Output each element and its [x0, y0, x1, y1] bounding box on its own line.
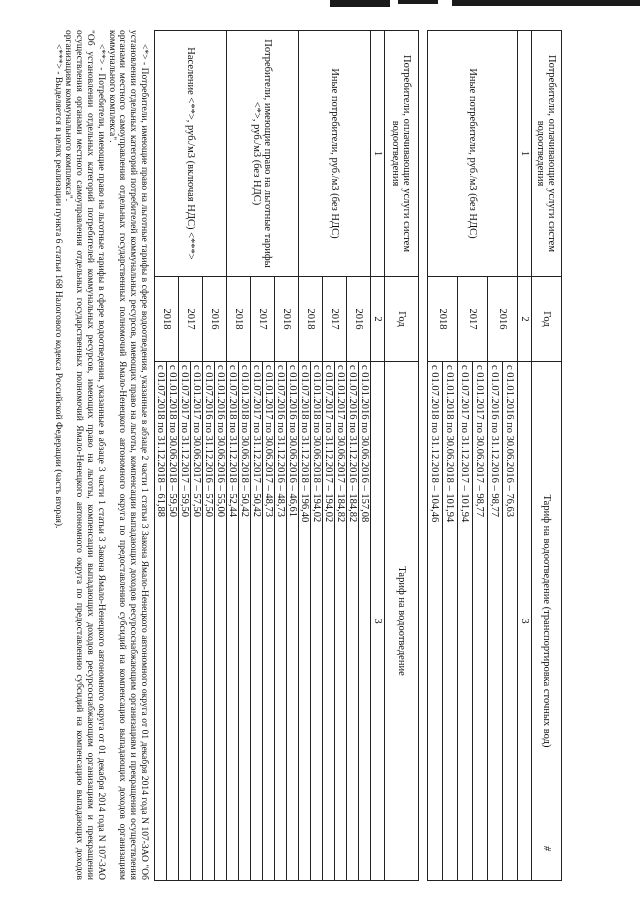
header-consumers: Потребители, оплачивающие услуги систем водоотведения: [532, 31, 562, 277]
tariff-period: с 01.01.2017 по 30.06.2017 – 48,73: [263, 362, 275, 881]
tariff-period: с 01.01.2018 по 30.06.2018 – 101,94: [443, 362, 458, 881]
tariff-period: с 01.01.2016 по 30.06.2016 – 55,00: [215, 362, 227, 881]
tariff-period: с 01.07.2018 по 31.12.2018 – 104,46: [428, 362, 443, 881]
column-number: 1: [518, 31, 532, 277]
header-year: Год: [532, 277, 562, 362]
footnote: <***> - Выделяется в целях реализации пункта 6 статьи 168 Налогового кодекса Российской Федерации (часть вторая).: [52, 44, 63, 529]
tariff-period: с 01.07.2016 по 31.12.2016 – 48,73: [275, 362, 287, 881]
year-cell: 2017: [179, 277, 203, 362]
header-consumers: Потребители, оплачивающие услуги систем водоотведения: [385, 31, 419, 277]
year-cell: 2018: [299, 277, 323, 362]
column-number: 3: [371, 362, 385, 881]
year-cell: 2018: [155, 277, 179, 362]
year-cell: 2018: [227, 277, 251, 362]
tariff-period: с 01.01.2018 по 30.06.2018 – 194,02: [311, 362, 323, 881]
tariff-period: с 01.07.2016 по 31.12.2016 – 57,50: [203, 362, 215, 881]
year-cell: 2017: [458, 277, 488, 362]
column-number: 1: [371, 31, 385, 277]
year-cell: 2017: [323, 277, 347, 362]
tariff-period: с 01.01.2016 по 30.06.2016 – 76,63: [503, 362, 518, 881]
footnotes: [52, 30, 149, 880]
year-cell: 2018: [428, 277, 458, 362]
year-cell: 2016: [203, 277, 227, 362]
tariff-period: с 01.07.2017 по 31.12.2017 – 50,42: [251, 362, 263, 881]
consumer-group-label: Иные потребители, руб./м3 (без НДС): [299, 31, 371, 277]
tariff-period: с 01.01.2016 по 30.06.2016 – 46,61: [287, 362, 299, 881]
year-cell: 2016: [275, 277, 299, 362]
year-cell: 2016: [347, 277, 371, 362]
tariff-period: с 01.07.2018 по 31.12.2018 – 196,40: [299, 362, 311, 881]
consumer-group-label: Иные потребители, руб./м3 (без НДС): [428, 31, 518, 277]
year-cell: 2016: [488, 277, 518, 362]
tariff-period: с 01.07.2018 по 31.12.2018 – 52,44: [227, 362, 239, 881]
tariff-period: с 01.07.2016 по 31.12.2016 – 184,82: [347, 362, 359, 881]
header-year: Год: [385, 277, 419, 362]
header-tariff: Тариф на водоотведение (транспортировка сточных вод): [532, 362, 562, 881]
page-mark: #: [541, 846, 552, 851]
tariff-period: с 01.01.2017 по 30.06.2017 – 57,50: [191, 362, 203, 881]
tariff-period: с 01.07.2017 по 31.12.2017 – 59,50: [179, 362, 191, 881]
column-number: 3: [518, 362, 532, 881]
tariff-period: с 01.07.2017 по 31.12.2017 – 194,02: [323, 362, 335, 881]
tariff-period: с 01.01.2018 по 30.06.2018 – 50,42: [239, 362, 251, 881]
footnote: <*> - Потребители, имеющие право на льготные тарифы в сфере водоотведения, указанные в абзаце 2 части 1 статьи 3 Закона Ямало-Ненецкого автономного округа от 01 декабря 2014 года N 107-ЗАО "Об установлении отдельных категорий потребителей коммунальных ресурсов, имеющих право на льготы, компенсации выпадающих доходов ресурсоснабжающим организациям и прекращении осуществления органами местного самоуправления отдельных государственных полномочий Ямало-Ненецкого автономного округа по предоставлению субсидий на компенсацию выпадающих доходов организациям коммунального комплекса".: [106, 30, 149, 880]
footnote: <**> - Потребители, имеющие право на льготные тарифы в сфере водоотведения, указанные в абзаце 3 части 1 статьи 3 Закона Ямало-Ненецкого автономного округа от 01 декабря 2014 года N 107-ЗАО "Об установлении отдельных категорий потребителей коммунальных ресурсов, имеющих право на льготы, компенсации выпадающих доходов ресурсоснабжающим организациям и прекращении осуществления органами местного самоуправления отдельных государственных полномочий Ямало-Ненецкого автономного округа по предоставлению субсидий на компенсацию выпадающих доходов организациям коммунального комплекса".: [63, 30, 106, 880]
rotated-content: [20, 0, 600, 902]
tariff-period: с 01.01.2018 по 30.06.2018 – 59,50: [167, 362, 179, 881]
tariff-table-disposal: [154, 30, 419, 881]
tariff-table-transport: [427, 30, 562, 881]
year-cell: 2017: [251, 277, 275, 362]
tariff-period: с 01.07.2017 по 31.12.2017 – 101,94: [458, 362, 473, 881]
tariff-period: с 01.07.2016 по 31.12.2016 – 98,77: [488, 362, 503, 881]
tariff-period: с 01.07.2018 по 31.12.2018 – 61,88: [155, 362, 167, 881]
document-body: [52, 30, 562, 880]
header-tariff: Тариф на водоотведение: [385, 362, 419, 881]
tariff-period: с 01.01.2016 по 30.06.2016 – 157,08: [359, 362, 371, 881]
tariff-period: с 01.01.2017 по 30.06.2017 – 98,77: [473, 362, 488, 881]
consumer-group-label: Потребители, имеющие право на льготные тарифы <*>, руб./м3 (без НДС): [227, 31, 299, 277]
consumer-group-label: Население <**>, руб./м3 (включая НДС) <***>: [155, 31, 227, 277]
column-number: 2: [371, 277, 385, 362]
column-number: 2: [518, 277, 532, 362]
tariff-period: с 01.01.2017 по 30.06.2017 – 184,82: [335, 362, 347, 881]
